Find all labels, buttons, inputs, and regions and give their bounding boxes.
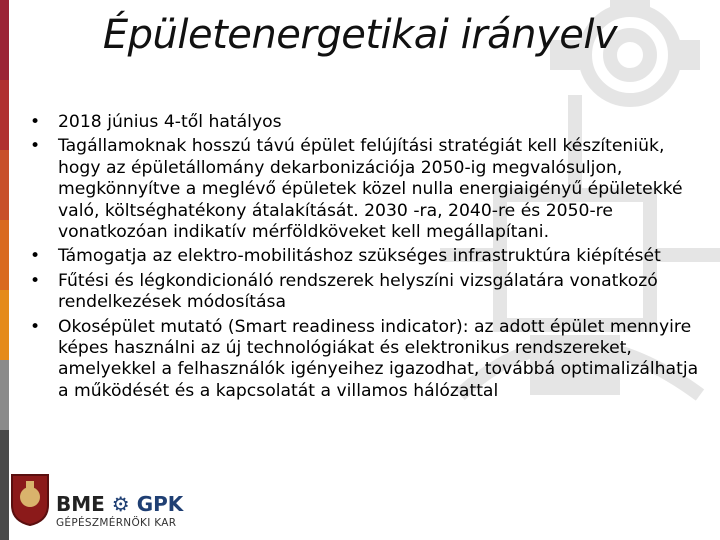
bullet-item [28,246,708,267]
bullet-text: Tagállamoknak hosszú távú épület felújítási stratégiát kell készíteniük, hogy az épületállomány dekarbonizációja 2050-ig megvalósuljon, megkönnyítve a meglévő épületek közel nulla energiaigényű épületekké való, költséghatékony átalakítását. 2030 -ra, 2040-re és 2050-re vonatkozóan indikatív mérföldköveket kell megállapítani. [58,136,683,243]
bullet-text: 2018 június 4-től hatályos [58,112,282,132]
bullet-list [28,112,708,405]
logo-subtitle: GÉPÉSZMÉRNÖKI KAR [56,517,177,529]
bullet-text: Okosépület mutató (Smart readiness indicator): az adott épület mennyire képes használni az új technológiákat és elektronikus rendszereket, amelyekkel a felhasználók igényeihez igazodhat, továbbá optimalizálhatja a működését és a kapcsolatát a villamos hálózattal [58,316,699,401]
bullet-item [28,317,708,403]
bullet-text: Fűtési és légkondicionáló rendszerek helyszíni vizsgálatára vonatkozó rendelkezések módosítása [58,270,658,313]
bullet-text: Támogatja az elektro-mobilitáshoz szükséges infrastruktúra kiépítését [58,246,661,267]
logo-gpk-text: GPK [136,492,184,516]
bullet-dot: • [30,246,41,267]
bme-gpk-logo [6,468,246,538]
left-color-bar [0,0,9,540]
slide-title: Épületenergetikai irányelv [102,12,618,58]
bullet-dot: • [30,112,41,132]
bullet-item [28,271,708,314]
bullet-dot: • [30,136,41,157]
bullet-item [28,112,708,133]
logo-bme-text: BME [56,492,105,516]
gear-icon: ⚙ [111,492,130,516]
university-seal-icon [8,471,52,527]
bullet-dot: • [30,270,41,291]
logo-wordmark [56,492,183,516]
bullet-item [28,136,708,243]
bullet-dot: • [30,316,41,337]
